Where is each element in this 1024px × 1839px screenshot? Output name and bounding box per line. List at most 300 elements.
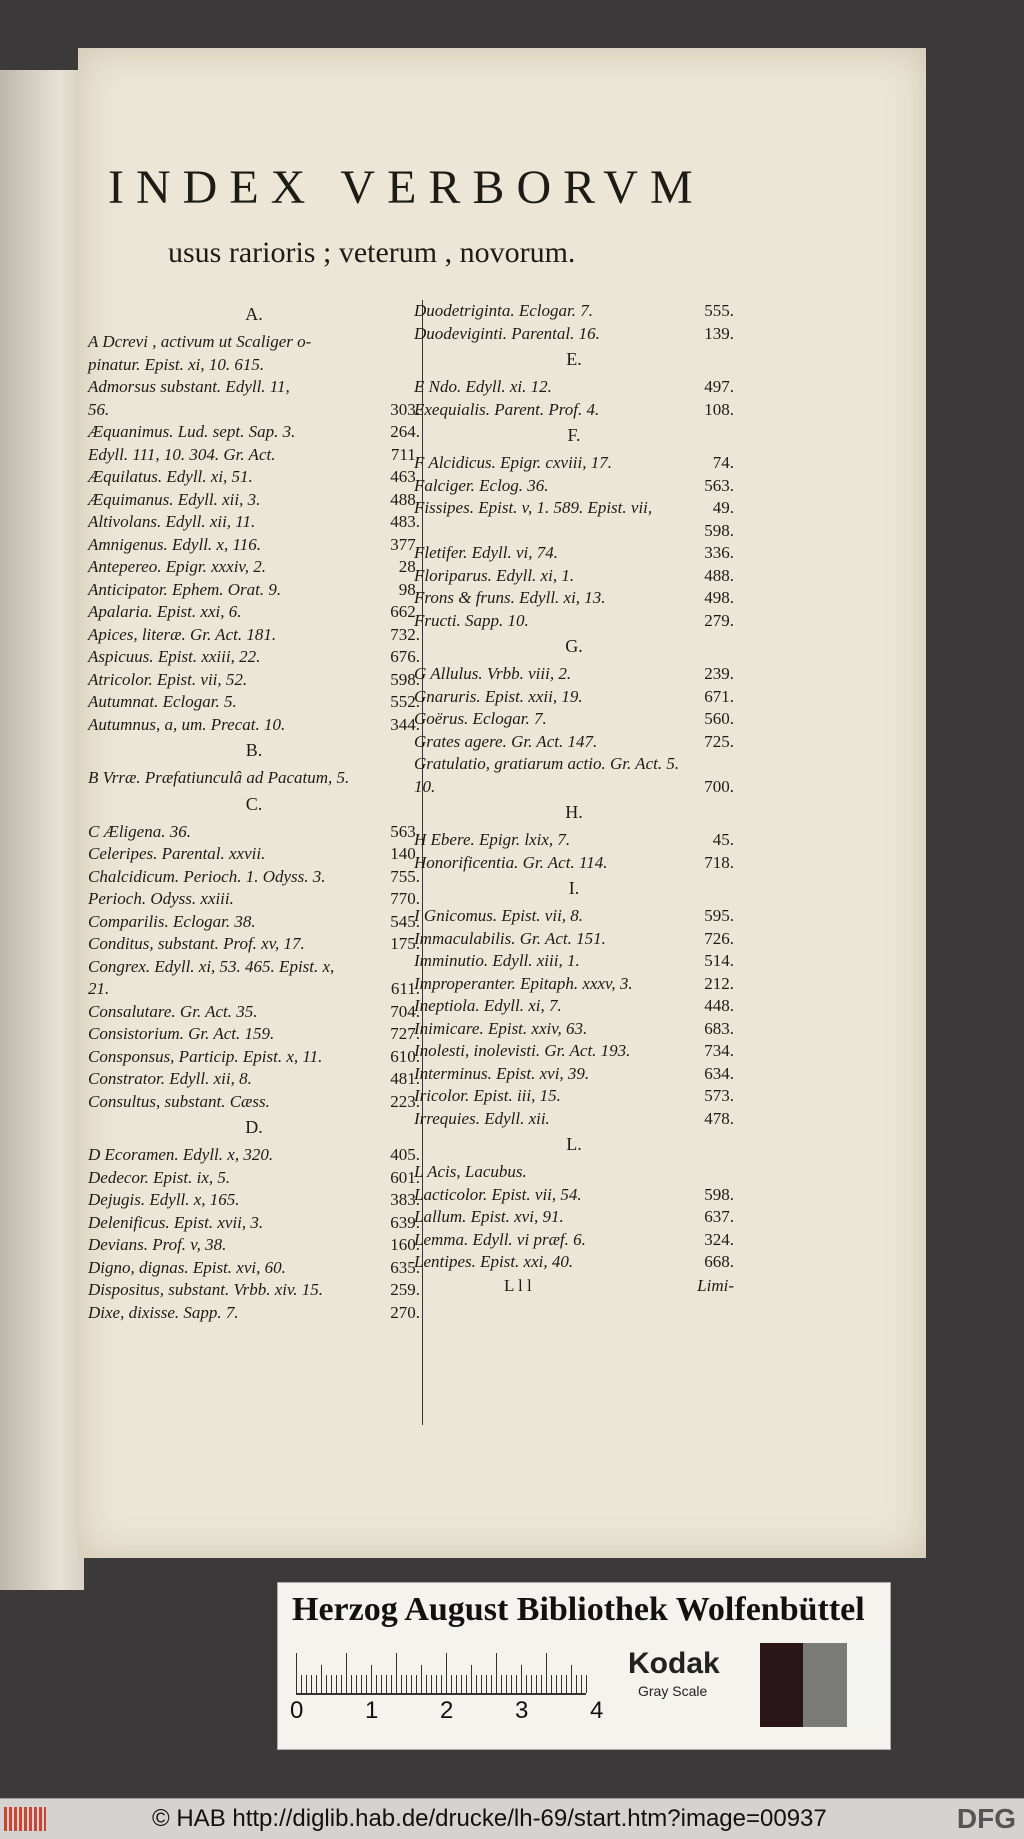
entry-term: Lemma. Edyll. vi præf. 6. bbox=[414, 1229, 586, 1249]
index-entry bbox=[414, 1184, 734, 1207]
index-entry bbox=[88, 1001, 420, 1024]
index-entry bbox=[414, 497, 734, 520]
ruler-tick bbox=[466, 1675, 467, 1693]
entry-page-number: 700. bbox=[704, 776, 734, 796]
entry-term: Fructi. Sapp. 10. bbox=[414, 610, 529, 630]
entry-term: Honorificentia. Gr. Act. 114. bbox=[414, 852, 608, 872]
index-entry bbox=[414, 950, 734, 973]
entry-page-number: 324. bbox=[704, 1229, 734, 1249]
index-entry bbox=[88, 888, 420, 911]
index-entry bbox=[88, 821, 420, 844]
index-entry bbox=[88, 399, 420, 422]
index-entry bbox=[88, 511, 420, 534]
ruler-number: 1 bbox=[365, 1697, 379, 1724]
entry-term: Improperanter. Epitaph. xxxv, 3. bbox=[414, 973, 633, 993]
entry-page-number: 552. bbox=[390, 692, 420, 711]
entry-term: Immaculabilis. Gr. Act. 151. bbox=[414, 928, 606, 948]
entry-page-number: 563. bbox=[704, 475, 734, 495]
index-entry bbox=[414, 1085, 734, 1108]
entry-page-number: 545. bbox=[390, 911, 420, 931]
entry-page-number: 611. bbox=[390, 979, 420, 998]
ruler-tick bbox=[401, 1675, 402, 1693]
ruler-tick bbox=[486, 1675, 487, 1693]
entry-term: Admorsus substant. Edyll. 11, bbox=[88, 377, 290, 396]
ruler-tick bbox=[511, 1675, 512, 1693]
entry-term: Conditus, substant. Prof. xv, 17. bbox=[88, 934, 305, 953]
index-entry bbox=[414, 1229, 734, 1252]
entry-term: Gnaruris. Epist. xxii, 19. bbox=[414, 686, 583, 706]
entry-term: Celeripes. Parental. xxvii. bbox=[88, 844, 266, 863]
index-entry bbox=[88, 601, 420, 624]
entry-term: 21. bbox=[88, 979, 110, 998]
entry-term: Delenificus. Epist. xvii, 3. bbox=[88, 1212, 264, 1232]
swatch-gray bbox=[803, 1643, 846, 1727]
entry-page-number: 598. bbox=[390, 669, 420, 689]
entry-page-number: 635. bbox=[390, 1257, 420, 1277]
book-page bbox=[78, 48, 926, 1558]
entry-page-number: 634. bbox=[704, 1063, 734, 1083]
index-entry bbox=[414, 663, 734, 686]
entry-term: B Vrræ. Præfatiunculâ ad Pacatum, 5. bbox=[88, 768, 350, 787]
entry-term: Dedecor. Epist. ix, 5. bbox=[88, 1167, 231, 1187]
index-entry bbox=[414, 995, 734, 1018]
index-entry bbox=[414, 323, 734, 346]
ruler-tick bbox=[551, 1675, 552, 1693]
entry-term: Consultus, substant. Cæss. bbox=[88, 1091, 270, 1111]
entry-page-number: 726. bbox=[704, 928, 734, 948]
ruler-tick bbox=[396, 1653, 397, 1693]
index-entry bbox=[414, 610, 734, 633]
entry-term: Aspicuus. Epist. xxiii, 22. bbox=[88, 647, 261, 666]
ruler-number: 0 bbox=[290, 1697, 304, 1724]
ruler-tick bbox=[456, 1675, 457, 1693]
page-title: INDEX VERBORVM bbox=[108, 161, 705, 214]
index-entry bbox=[88, 1302, 420, 1325]
index-entry bbox=[88, 489, 420, 512]
index-entry bbox=[88, 556, 420, 579]
entry-term: 56. bbox=[88, 399, 110, 419]
ruler-tick bbox=[566, 1675, 567, 1693]
entry-term: Æquanimus. Lud. sept. Sap. 3. bbox=[88, 422, 296, 441]
entry-page-number: 718. bbox=[704, 852, 734, 872]
ruler-tick bbox=[531, 1675, 532, 1693]
entry-page-number: 732. bbox=[390, 624, 420, 644]
ruler-tick bbox=[561, 1675, 562, 1693]
entry-term: Æquilatus. Edyll. xi, 51. bbox=[88, 467, 253, 486]
index-entry bbox=[88, 354, 420, 377]
entry-page-number: 160. bbox=[390, 1235, 420, 1254]
index-entry bbox=[88, 1023, 420, 1046]
entry-term: Floriparus. Edyll. xi, 1. bbox=[414, 565, 575, 585]
ruler-tick bbox=[336, 1675, 337, 1693]
ruler-scale bbox=[296, 1643, 586, 1695]
ruler-tick bbox=[546, 1653, 547, 1693]
ruler-tick bbox=[406, 1675, 407, 1693]
index-entry bbox=[414, 1018, 734, 1041]
ruler-tick bbox=[411, 1675, 412, 1693]
ruler-tick bbox=[441, 1675, 442, 1693]
index-entry bbox=[88, 1189, 420, 1212]
section-letter: C. bbox=[245, 793, 263, 814]
entry-page-number: 98. bbox=[398, 579, 420, 599]
entry-term: Edyll. 111, 10. 304. Gr. Act. bbox=[88, 444, 276, 464]
swatch-white bbox=[847, 1643, 890, 1727]
entry-page-number: 725. bbox=[704, 731, 734, 751]
entry-page-number: 223. bbox=[390, 1091, 420, 1111]
section-letter: D. bbox=[245, 1117, 263, 1137]
entry-term: I Gnicomus. Epist. vii, 8. bbox=[414, 906, 584, 925]
entry-page-number: 259. bbox=[390, 1280, 420, 1299]
entry-term: Lallum. Epist. xvi, 91. bbox=[414, 1207, 564, 1226]
entry-page-number: 383. bbox=[390, 1190, 420, 1209]
index-entry bbox=[88, 1257, 420, 1280]
entry-term: Iricolor. Epist. iii, 15. bbox=[414, 1086, 561, 1105]
ruler-tick bbox=[536, 1675, 537, 1693]
entry-term: Dispositus, substant. Vrbb. xiv. 15. bbox=[88, 1280, 324, 1299]
index-entry bbox=[88, 331, 420, 354]
entry-term: Consponsus, Particip. Epist. x, 11. bbox=[88, 1046, 323, 1066]
ruler-number: 4 bbox=[590, 1697, 604, 1724]
entry-term: Grates agere. Gr. Act. 147. bbox=[414, 731, 598, 751]
entry-page-number: 264. bbox=[390, 422, 420, 441]
index-entry bbox=[88, 421, 420, 444]
page-subtitle: usus rarioris ; veterum , novorum. bbox=[168, 236, 576, 269]
entry-term: Consistorium. Gr. Act. 159. bbox=[88, 1024, 275, 1043]
entry-term: G Allulus. Vrbb. viii, 2. bbox=[414, 664, 572, 683]
entry-page-number: 478. bbox=[704, 1108, 734, 1128]
index-entry bbox=[88, 1068, 420, 1091]
entry-page-number: 108. bbox=[704, 399, 734, 419]
entry-term: Frons & fruns. Edyll. xi, 13. bbox=[414, 588, 606, 607]
ruler-tick bbox=[361, 1675, 362, 1693]
entry-page-number: 303. bbox=[390, 399, 420, 419]
entry-page-number: 448. bbox=[704, 996, 734, 1015]
ruler-tick bbox=[416, 1675, 417, 1693]
ruler-tick bbox=[446, 1653, 447, 1693]
ruler-tick bbox=[316, 1675, 317, 1693]
entry-term: Comparilis. Eclogar. 38. bbox=[88, 911, 256, 931]
left-page-edge bbox=[0, 70, 84, 1590]
entry-term: F Alcidicus. Epigr. cxviii, 17. bbox=[414, 453, 612, 472]
entry-term: Lacticolor. Epist. vii, 54. bbox=[414, 1184, 582, 1204]
entry-page-number: 239. bbox=[704, 664, 734, 683]
index-entry bbox=[414, 475, 734, 498]
footer-citation-link[interactable]: © HAB http://diglib.hab.de/drucke/lh-69/start.htm?image=00937 bbox=[152, 1805, 827, 1832]
entry-page-number: 74. bbox=[712, 453, 734, 472]
index-entry bbox=[88, 911, 420, 934]
index-entry bbox=[414, 686, 734, 709]
entry-term: Duodeviginti. Parental. 16. bbox=[414, 323, 600, 343]
entry-page-number: 755. bbox=[390, 866, 420, 886]
entry-term: Fissipes. Epist. v, 1. 589. Epist. vii, bbox=[414, 498, 653, 517]
index-entry bbox=[414, 1108, 734, 1131]
entry-term: Constrator. Edyll. xii, 8. bbox=[88, 1069, 252, 1088]
index-entry bbox=[88, 978, 420, 1001]
ruler-tick bbox=[321, 1665, 322, 1693]
entry-term: H Ebere. Epigr. lxix, 7. bbox=[414, 830, 571, 849]
index-entry bbox=[414, 452, 734, 475]
ruler-tick bbox=[391, 1675, 392, 1693]
index-entry bbox=[88, 376, 420, 399]
ruler-tick bbox=[326, 1675, 327, 1693]
ruler-number: 3 bbox=[515, 1697, 529, 1724]
entry-page-number: 727. bbox=[390, 1024, 420, 1043]
entry-page-number: 637. bbox=[704, 1207, 734, 1226]
index-entry bbox=[414, 829, 734, 852]
ruler-tick bbox=[586, 1675, 587, 1693]
entry-page-number: 481. bbox=[390, 1069, 420, 1088]
ruler-tick bbox=[346, 1653, 347, 1693]
entry-term: Exequialis. Parent. Prof. 4. bbox=[414, 399, 600, 419]
index-entry bbox=[414, 753, 734, 776]
index-entry bbox=[414, 587, 734, 610]
ruler-tick bbox=[341, 1675, 342, 1693]
entry-page-number: 344. bbox=[390, 714, 420, 734]
index-entry bbox=[88, 624, 420, 647]
index-entry bbox=[414, 1206, 734, 1229]
entry-page-number: 488. bbox=[390, 489, 420, 509]
index-entry bbox=[88, 956, 420, 979]
catchword: Limi- bbox=[697, 1275, 734, 1295]
index-entry bbox=[414, 1161, 734, 1184]
index-entry bbox=[88, 579, 420, 602]
entry-term: 10. bbox=[414, 776, 436, 796]
entry-page-number: 598. bbox=[704, 520, 734, 540]
ruler-tick bbox=[436, 1675, 437, 1693]
entry-page-number: 595. bbox=[704, 906, 734, 925]
index-entry bbox=[88, 1234, 420, 1257]
ruler-tick bbox=[421, 1665, 422, 1693]
index-entry bbox=[88, 691, 420, 714]
index-entry bbox=[88, 933, 420, 956]
ruler-tick bbox=[376, 1675, 377, 1693]
index-entry bbox=[88, 843, 420, 866]
entry-term: Dixe, dixisse. Sapp. 7. bbox=[88, 1302, 239, 1322]
index-entry bbox=[414, 731, 734, 754]
index-entry bbox=[88, 1046, 420, 1069]
ruler-tick bbox=[366, 1675, 367, 1693]
entry-term: Duodetriginta. Eclogar. 7. bbox=[414, 301, 593, 320]
entry-page-number: 555. bbox=[704, 301, 734, 320]
ruler-tick bbox=[371, 1665, 372, 1693]
catchword-row bbox=[414, 1276, 734, 1296]
ruler-tick bbox=[386, 1675, 387, 1693]
ruler-tick bbox=[496, 1653, 497, 1693]
ruler-tick bbox=[571, 1665, 572, 1693]
entry-term: Falciger. Eclog. 36. bbox=[414, 475, 549, 495]
entry-page-number: 563. bbox=[390, 821, 420, 841]
gray-scale-label: Gray Scale bbox=[638, 1683, 708, 1699]
entry-page-number: 405. bbox=[390, 1145, 420, 1164]
entry-page-number: 639. bbox=[390, 1212, 420, 1232]
entry-term: A Dcrevi , activum ut Scaliger o- bbox=[88, 332, 312, 351]
entry-page-number: 610. bbox=[390, 1046, 420, 1066]
entry-page-number: 601. bbox=[390, 1167, 420, 1187]
kodak-label: Kodak bbox=[628, 1647, 720, 1680]
entry-page-number: 140. bbox=[390, 844, 420, 863]
entry-term: C Æligena. 36. bbox=[88, 821, 191, 841]
section-letter: L. bbox=[566, 1134, 582, 1154]
ruler-tick bbox=[581, 1675, 582, 1693]
card-title: Herzog August Bibliothek Wolfenbüttel bbox=[292, 1591, 865, 1628]
ruler-tick bbox=[526, 1675, 527, 1693]
index-entry bbox=[414, 300, 734, 323]
entry-page-number: 279. bbox=[704, 610, 734, 630]
ruler-tick bbox=[431, 1675, 432, 1693]
index-entry bbox=[88, 866, 420, 889]
index-entry bbox=[414, 376, 734, 399]
entry-page-number: 377. bbox=[390, 534, 420, 554]
ruler-tick bbox=[451, 1675, 452, 1693]
ruler-tick bbox=[481, 1675, 482, 1693]
entry-term: Devians. Prof. v, 38. bbox=[88, 1235, 227, 1254]
entry-page-number: 573. bbox=[704, 1086, 734, 1105]
index-entry bbox=[88, 646, 420, 669]
entry-page-number: 662. bbox=[390, 602, 420, 621]
ruler-tick bbox=[471, 1665, 472, 1693]
entry-term: D Ecoramen. Edyll. x, 320. bbox=[88, 1145, 274, 1164]
entry-page-number: 711. bbox=[390, 444, 420, 464]
section-letter: G. bbox=[565, 636, 583, 656]
entry-page-number: 734. bbox=[704, 1041, 734, 1060]
entry-term: Apalaria. Epist. xxi, 6. bbox=[88, 602, 242, 621]
index-entry bbox=[414, 708, 734, 731]
entry-term: Autumnus, a, um. Precat. 10. bbox=[88, 714, 286, 734]
ruler-tick bbox=[356, 1675, 357, 1693]
section-letter: E. bbox=[566, 349, 582, 369]
ruler-tick bbox=[331, 1675, 332, 1693]
entry-page-number: 483. bbox=[390, 512, 420, 531]
entry-page-number: 336. bbox=[704, 543, 734, 562]
entry-page-number: 598. bbox=[704, 1184, 734, 1204]
index-entry bbox=[414, 399, 734, 422]
section-letter: H. bbox=[565, 802, 583, 822]
entry-term: Irrequies. Edyll. xii. bbox=[414, 1108, 550, 1128]
ruler-tick bbox=[381, 1675, 382, 1693]
index-entry bbox=[414, 973, 734, 996]
ruler-tick bbox=[296, 1653, 297, 1693]
entry-page-number: 683. bbox=[704, 1018, 734, 1038]
gray-swatches bbox=[760, 1643, 890, 1727]
entry-term: Consalutare. Gr. Act. 35. bbox=[88, 1001, 258, 1021]
index-entry bbox=[88, 444, 420, 467]
index-entry bbox=[414, 520, 734, 543]
index-entry bbox=[414, 1040, 734, 1063]
entry-page-number: 704. bbox=[390, 1001, 420, 1021]
section-letter: B. bbox=[245, 740, 263, 760]
entry-page-number: 770. bbox=[390, 889, 420, 908]
signature-mark: L l l bbox=[504, 1275, 532, 1295]
ruler-tick bbox=[491, 1675, 492, 1693]
entry-term: Gratulatio, gratiarum actio. Gr. Act. 5. bbox=[414, 754, 680, 773]
ruler-number: 2 bbox=[440, 1697, 454, 1724]
entry-page-number: 175. bbox=[390, 934, 420, 953]
entry-page-number: 676. bbox=[390, 647, 420, 666]
index-entry bbox=[414, 852, 734, 875]
entry-term: Altivolans. Edyll. xii, 11. bbox=[88, 512, 256, 531]
entry-page-number: 668. bbox=[704, 1252, 734, 1271]
ruler-tick bbox=[461, 1675, 462, 1693]
entry-term: Fletifer. Edyll. vi, 74. bbox=[414, 543, 558, 562]
section-letter: I. bbox=[568, 878, 580, 898]
left-index-column bbox=[88, 300, 420, 1324]
ruler-tick bbox=[306, 1675, 307, 1693]
entry-page-number: 212. bbox=[704, 973, 734, 993]
entry-term: Interminus. Epist. xvi, 39. bbox=[414, 1063, 590, 1083]
entry-term: Atricolor. Epist. vii, 52. bbox=[88, 669, 248, 689]
index-entry bbox=[414, 905, 734, 928]
entry-term: Ineptiola. Edyll. xi, 7. bbox=[414, 996, 562, 1015]
section-letter: F. bbox=[567, 425, 581, 445]
entry-term: Autumnat. Eclogar. 5. bbox=[88, 692, 237, 711]
entry-page-number: 560. bbox=[704, 709, 734, 728]
index-entry bbox=[88, 714, 420, 737]
ruler-tick bbox=[476, 1675, 477, 1693]
index-entry bbox=[414, 1251, 734, 1274]
index-entry bbox=[88, 1167, 420, 1190]
entry-page-number: 463. bbox=[390, 467, 420, 486]
entry-term: Imminutio. Edyll. xiii, 1. bbox=[414, 951, 580, 970]
entry-page-number: 270. bbox=[390, 1302, 420, 1322]
entry-page-number: 497. bbox=[704, 377, 734, 396]
index-entry bbox=[88, 767, 420, 790]
entry-term: Æquimanus. Edyll. xii, 3. bbox=[88, 489, 261, 509]
entry-term: Inolesti, inolevisti. Gr. Act. 193. bbox=[414, 1041, 631, 1060]
ruler-tick bbox=[501, 1675, 502, 1693]
entry-page-number: 514. bbox=[704, 951, 734, 970]
entry-term: Anticipator. Ephem. Orat. 9. bbox=[88, 579, 282, 599]
index-entry bbox=[414, 542, 734, 565]
index-entry bbox=[414, 776, 734, 799]
ruler-tick bbox=[506, 1675, 507, 1693]
right-index-column bbox=[414, 300, 734, 1296]
entry-term: Apices, literæ. Gr. Act. 181. bbox=[88, 624, 277, 644]
index-entry bbox=[88, 534, 420, 557]
ruler-tick bbox=[541, 1675, 542, 1693]
entry-term: L Acis, Lacubus. bbox=[414, 1162, 527, 1181]
entry-page-number: 49. bbox=[712, 498, 734, 517]
ruler-tick bbox=[311, 1675, 312, 1693]
index-entry bbox=[414, 1063, 734, 1086]
entry-term: Chalcidicum. Perioch. 1. Odyss. 3. bbox=[88, 866, 326, 886]
index-entry bbox=[88, 669, 420, 692]
entry-term: Inimicare. Epist. xxiv, 63. bbox=[414, 1018, 588, 1038]
swatch-black bbox=[760, 1643, 803, 1727]
index-entry bbox=[88, 1279, 420, 1302]
entry-term: Digno, dignas. Epist. xvi, 60. bbox=[88, 1257, 286, 1277]
entry-page-number: 139. bbox=[704, 323, 734, 343]
entry-page-number: 45. bbox=[712, 830, 734, 849]
entry-term: pinatur. Epist. xi, 10. 615. bbox=[88, 354, 265, 374]
color-calibration-card bbox=[277, 1582, 891, 1750]
entry-term: Antepereo. Epigr. xxxiv, 2. bbox=[88, 557, 266, 576]
ruler-tick bbox=[576, 1675, 577, 1693]
index-entry bbox=[88, 1212, 420, 1235]
hab-logo-icon bbox=[4, 1807, 46, 1831]
index-entry bbox=[414, 565, 734, 588]
footer-bar bbox=[0, 1798, 1024, 1839]
entry-page-number: 498. bbox=[704, 588, 734, 607]
ruler-tick bbox=[426, 1675, 427, 1693]
section-letter: A. bbox=[245, 304, 263, 324]
ruler-tick bbox=[351, 1675, 352, 1693]
ruler-tick bbox=[301, 1675, 302, 1693]
index-entry bbox=[414, 928, 734, 951]
ruler-tick bbox=[516, 1675, 517, 1693]
entry-page-number: 671. bbox=[704, 686, 734, 706]
entry-term: Perioch. Odyss. xxiii. bbox=[88, 889, 234, 908]
entry-term: Lentipes. Epist. xxi, 40. bbox=[414, 1252, 574, 1271]
